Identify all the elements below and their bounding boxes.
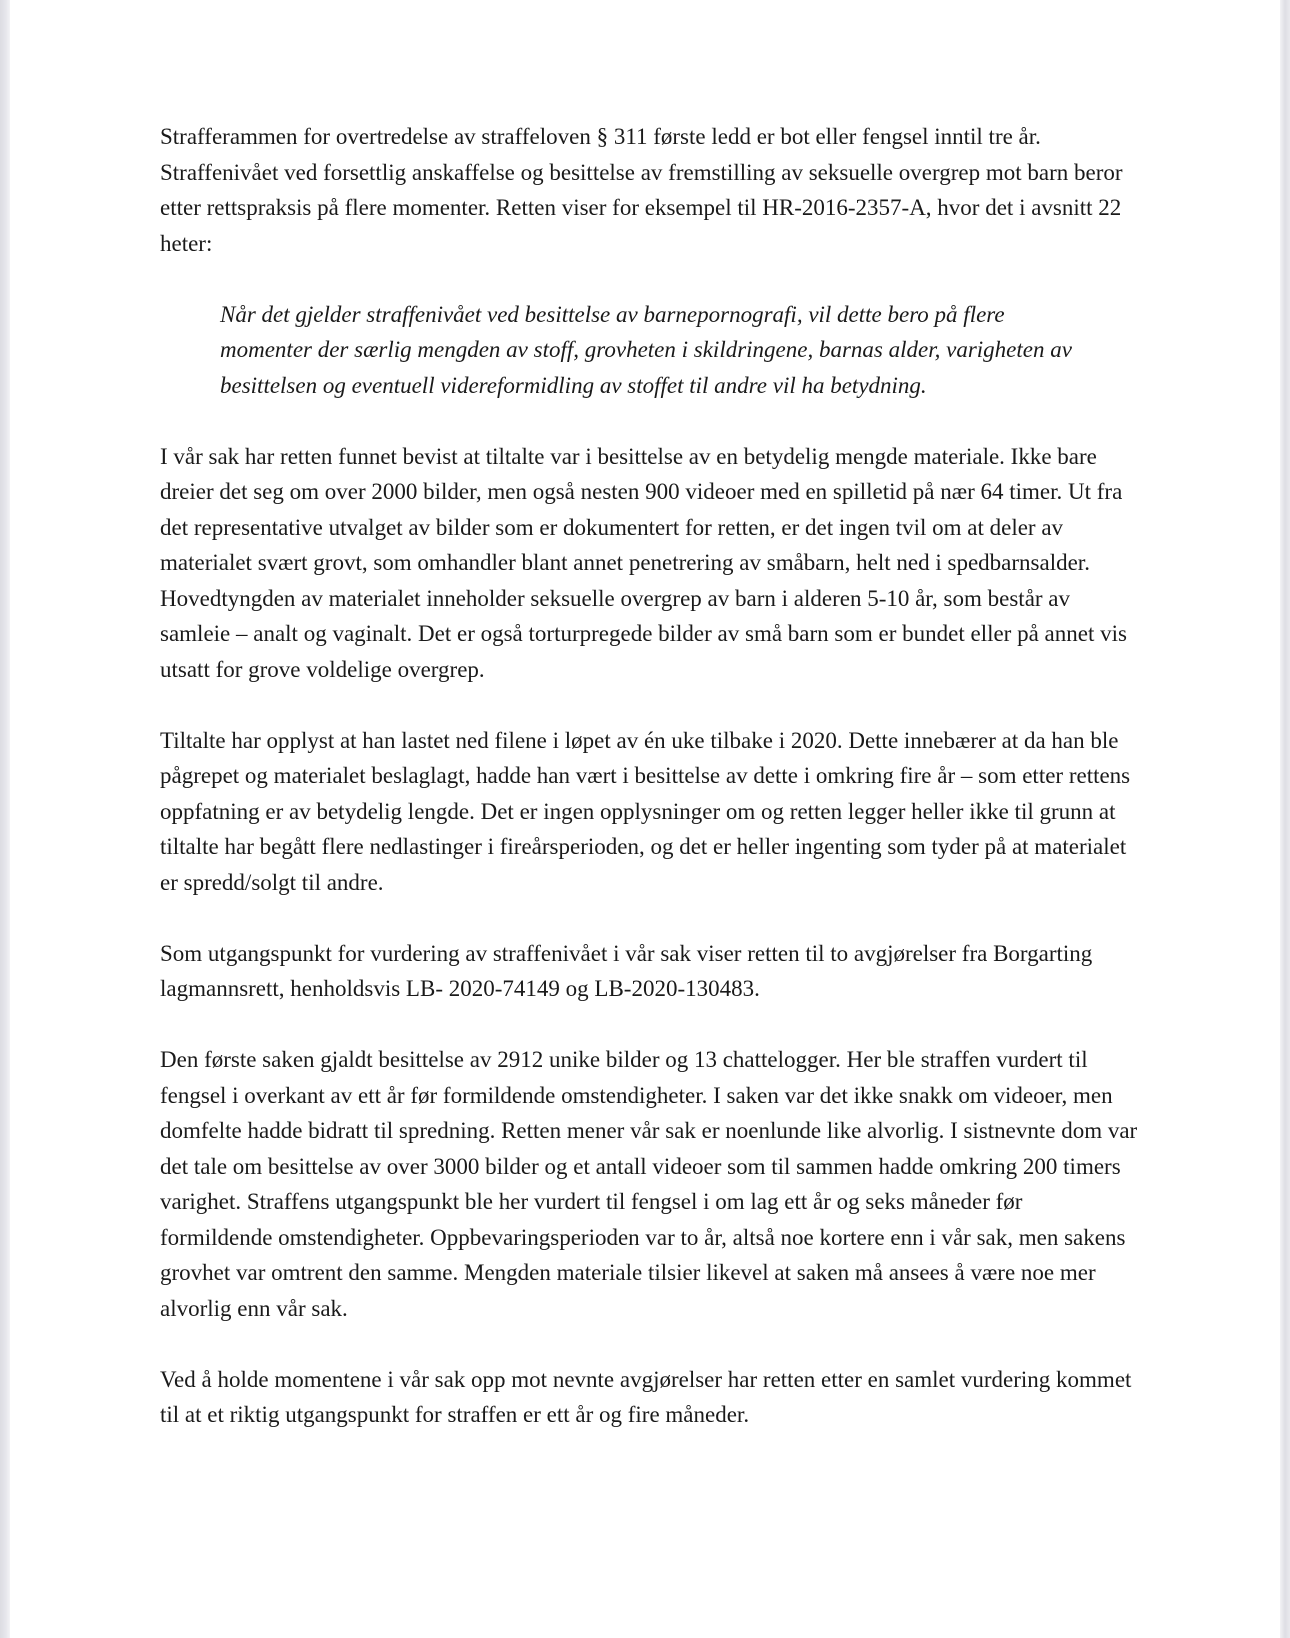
paragraph-strafferamme: Strafferammen for overtredelse av straffeloven § 311 første ledd er bot eller fengsel inntil tre år. Straffenivået ved forsettlig anskaffelse og besittelse av fremstilling av seksuelle overgrep mot barn beror etter rettspraksis på flere momenter. Retten viser for eksempel til HR-2016-2357-A, hvor det i avsnitt 22 heter: xyxy=(160,124,1123,256)
paragraph-besittelsestid: Tiltalte har opplyst at han lastet ned filene i løpet av én uke tilbake i 2020. Dette innebærer at da han ble pågrepet og materialet beslaglagt, hadde han vært i besittelse av dette i omkring fire år – som etter rettens oppfatning er av betydelig lengde. Det er ingen opplysninger om og retten legger heller ikke til grunn at tiltalte har begått flere nedlastinger i fireårsperioden, og det er heller ingenting som tyder på at materialet er spredd/solgt til andre. xyxy=(160,727,1131,895)
paragraph-materiale: I vår sak har retten funnet bevist at tiltalte var i besittelse av en betydelig mengde materiale. Ikke bare dreier det seg om over 2000 bilder, men også nesten 900 videoer med en spilletid på nær 64 timer. Ut fra det representative utvalget av bilder som er dokumentert for retten, er det ingen tvil om at deler av materialet svært grovt, som omhandler blant annet penetrering av småbarn, helt ned i spedbarnsalder. Hovedtyngden av materialet inneholder seksuelle overgrep av barn i alderen 5-10 år, som består av samleie – analt og vaginalt. Det er også torturpregede bilder av små barn som er bundet eller på annet vis utsatt for grove voldelige overgrep. xyxy=(160,443,1127,682)
document-page xyxy=(10,0,1280,1638)
paragraph-konklusjon: Ved å holde momentene i vår sak opp mot nevnte avgjørelser har retten etter en samlet vurdering kommet til at et riktig utgangspunkt for straffen er ett år og fire måneder. xyxy=(160,1366,1132,1427)
right-page-edge xyxy=(1280,0,1290,1638)
block-quote-hr-2016: Når det gjelder straffenivået ved besittelse av barnepornografi, vil dette bero på flere momenter der særlig mengden av stoff, grovheten i skildringene, barnas alder, varigheten av besittelsen og eventuell videreformidling av stoffet til andre vil ha betydning. xyxy=(220,301,1072,398)
left-page-edge xyxy=(0,0,10,1638)
document-body xyxy=(160,119,1140,1468)
paragraph-sammenligning: Den første saken gjaldt besittelse av 2912 unike bilder og 13 chattelogger. Her ble straffen vurdert til fengsel i overkant av ett år før formildende omstendigheter. I saken var det ikke snakk om videoer, men domfelte hadde bidratt til spredning. Retten mener vår sak er noenlunde like alvorlig. I sistnevnte dom var det tale om besittelse av over 3000 bilder og et antall videoer som til sammen hadde omkring 200 timers varighet. Straffens utgangspunkt ble her vurdert til fengsel i om lag ett år og seks måneder før formildende omstendigheter. Oppbevaringsperioden var to år, altså noe kortere enn i vår sak, men sakens grovhet var omtrent den samme. Mengden materiale tilsier likevel at saken må ansees å være noe mer alvorlig enn vår sak. xyxy=(160,1047,1138,1321)
paragraph-utgangspunkt: Som utgangspunkt for vurdering av straffenivået i vår sak viser retten til to avgjørelser fra Borgarting lagmannsrett, henholdsvis LB- 2020-74149 og LB-2020-130483. xyxy=(160,940,1093,1001)
